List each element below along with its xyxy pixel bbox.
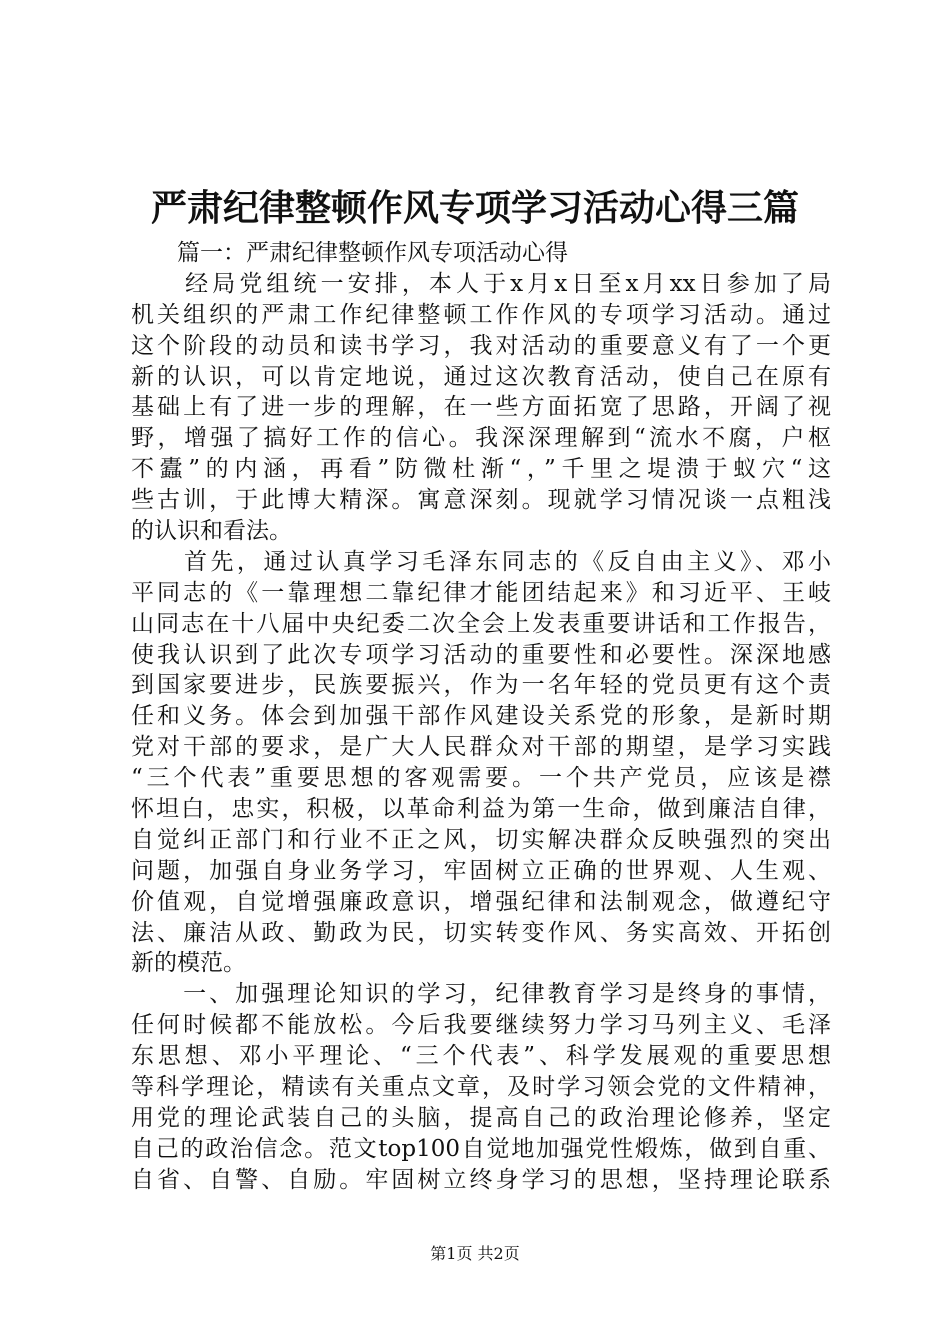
body-line: 任和义务。体会到加强干部作风建设关系党的形象，是新时期 xyxy=(131,703,831,730)
body-line: 这个阶段的动员和读书学习，我对活动的重要意义有了一个更 xyxy=(131,332,831,359)
body-line: 怀坦白，忠实，积极，以革命利益为第一生命，做到廉洁自律， xyxy=(131,796,831,823)
body-line: 首先，通过认真学习毛泽东同志的《反自由主义》、邓小 xyxy=(131,548,831,575)
body-line: 自省、自警、自励。牢固树立终身学习的思想，坚持理论联系 xyxy=(131,1166,831,1193)
body-line: 经局党组统一安排，本人于x月x日至x月xx日参加了局 xyxy=(131,270,831,297)
body-line: 法、廉洁从政、勤政为民，切实转变作风、务实高效、开拓创 xyxy=(131,919,831,946)
body-line: 任何时候都不能放松。今后我要继续努力学习马列主义、毛泽 xyxy=(131,1012,831,1039)
body-line: 用党的理论武装自己的头脑，提高自己的政治理论修养，坚定 xyxy=(131,1104,831,1131)
body-line: 价值观，自觉增强廉政意识，增强纪律和法制观念，做遵纪守 xyxy=(131,888,831,915)
document-body xyxy=(131,238,831,1196)
body-line: 机关组织的严肃工作纪律整顿工作作风的专项学习活动。通过 xyxy=(131,301,831,328)
body-line: 篇一：严肃纪律整顿作风专项活动心得 xyxy=(131,240,568,266)
body-line: 的认识和看法。 xyxy=(131,518,292,545)
body-line: 东思想、邓小平理论、“三个代表”、科学发展观的重要思想 xyxy=(131,1043,831,1070)
body-line: 新的模范。 xyxy=(131,950,246,977)
body-line: 自觉纠正部门和行业不正之风，切实解决群众反映强烈的突出 xyxy=(131,826,831,853)
body-line: 使我认识到了此次专项学习活动的重要性和必要性。深深地感 xyxy=(131,641,831,668)
body-line: 问题，加强自身业务学习，牢固树立正确的世界观、人生观、 xyxy=(131,857,831,884)
document-title: 严肃纪律整顿作风专项学习活动心得三篇 xyxy=(150,187,799,229)
body-line: 等科学理论，精读有关重点文章，及时学习领会党的文件精神， xyxy=(131,1074,831,1101)
body-line: 到国家要进步，民族要振兴，作为一名年轻的党员更有这个责 xyxy=(131,672,831,699)
body-line: 野，增强了搞好工作的信心。我深深理解到“流水不腐，户枢 xyxy=(131,425,831,452)
body-line: 新的认识，可以肯定地说，通过这次教育活动，使自己在原有 xyxy=(131,363,831,390)
body-line: 基础上有了进一步的理解，在一些方面拓宽了思路，开阔了视 xyxy=(131,394,831,421)
body-line: 平同志的《一靠理想二靠纪律才能团结起来》和习近平、王岐 xyxy=(131,579,831,606)
body-line: “三个代表”重要思想的客观需要。一个共产党员，应该是襟 xyxy=(131,765,831,792)
body-line: 些古训，于此博大精深。寓意深刻。现就学习情况谈一点粗浅 xyxy=(131,487,831,514)
body-line: 山同志在十八届中央纪委二次全会上发表重要讲话和工作报告， xyxy=(131,610,831,637)
body-line: 一、加强理论知识的学习，纪律教育学习是终身的事情， xyxy=(131,981,831,1008)
body-line: 不蠹”的内涵，再看”防微杜渐“，”千里之堤溃于蚁穴“这 xyxy=(131,456,831,483)
body-line: 党对干部的要求，是广大人民群众对干部的期望，是学习实践 xyxy=(131,734,831,761)
body-line: 自己的政治信念。范文top100自觉地加强党性煅炼，做到自重、 xyxy=(131,1135,831,1162)
page-footer: 第1页 共2页 xyxy=(430,1244,520,1263)
